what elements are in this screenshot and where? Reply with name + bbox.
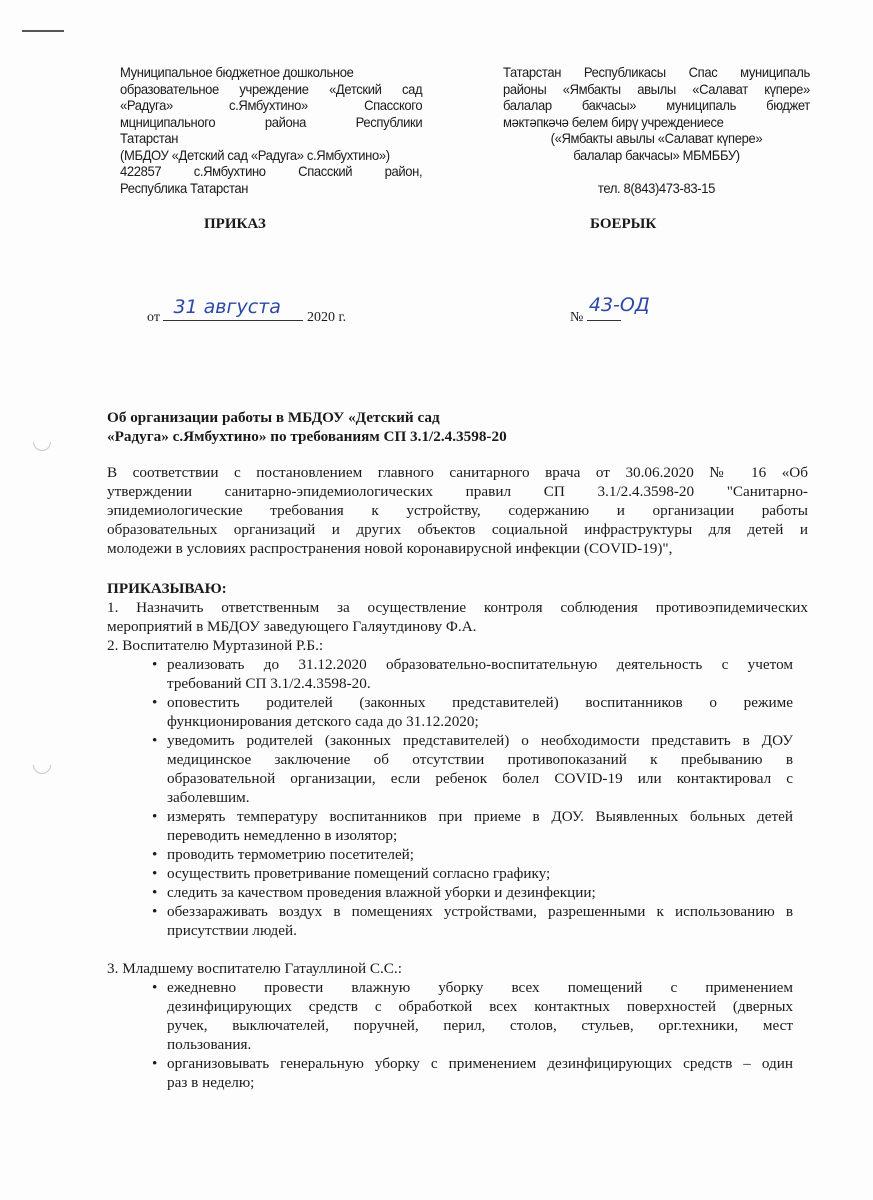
list-item [152, 807, 793, 845]
list-item [152, 1054, 793, 1092]
text-line: • проводить термометрию посетителей; [167, 846, 415, 863]
text-line: Муниципальное бюджетное дошкольное [120, 64, 354, 80]
text-line: Республика Татарстан [120, 179, 249, 196]
header-right [503, 64, 810, 163]
text-line: 3. Младшему воспитателю Гатауллиной С.С.: [107, 960, 402, 977]
order-date: от 31 августа 2020 г. [147, 296, 347, 325]
text-line: («Ямбакты авылы «Салават күпере» [550, 130, 763, 146]
scan-edge-mark [22, 30, 64, 32]
list-item [152, 883, 793, 902]
text-line: образовательное учреждение «Детский сад [120, 80, 423, 97]
text-line: балалар бакчасы» МБМББУ) [573, 146, 740, 163]
text-line: • реализовать до 31.12.2020 образовательно-воспитательную деятельность с учетом [167, 656, 793, 673]
text-line: • уведомить родителей (законных представителей) о необходимости представить в ДОУ [167, 732, 793, 749]
title-ru: ПРИКАЗ [204, 216, 266, 232]
handwritten-number: 43-ОД [588, 294, 650, 316]
subject: Об организации работы в МБДОУ «Детский сад «Радуга» с.Ямбухтино» по требованиям СП 3.1/2.4.3598-20 [107, 409, 507, 445]
text-line: присутствии людей. [167, 922, 297, 939]
order-number: № 43-ОД [570, 294, 650, 325]
preamble [107, 463, 808, 558]
text-line: функционирования детского сада до 31.12.2020; [167, 713, 479, 730]
order-word: ПРИКАЗЫВАЮ: [107, 580, 227, 597]
list-item [152, 731, 793, 807]
text-line: требований СП 3.1/2.4.3598-20. [167, 675, 371, 692]
text-line: • следить за качеством проведения влажной уборки и дезинфекции; [167, 884, 596, 901]
text-line: медицинское заключение об отсутствии противопоказаний к пребыванию в [167, 751, 793, 768]
text-line: «Радуга» с.Ямбухтино» Спасского [120, 97, 423, 113]
text-line: эпидемиологические требования к устройству, содержанию и организации работы [107, 502, 808, 519]
text-line: • оповестить родителей (законных представителей) воспитанников о режиме [167, 694, 793, 711]
text-line: 1. Назначить ответственным за осуществление контроля соблюдения противоэпидемических [107, 599, 808, 616]
text-line: • ежедневно провести влажную уборку всех помещений с применением [167, 979, 793, 996]
text-line: Татарстан [120, 130, 179, 146]
text-line: дезинфицирующих средств с обработкой всех контактных поверхностей (дверных [167, 998, 793, 1015]
text-line: переводить немедленно в изолятор; [167, 827, 398, 844]
text-line: В соответствии с постановлением главного санитарного врача от 30.06.2020 № 16 «Об [107, 464, 808, 481]
text-line: ручек, выключателей, поручней, перил, столов, стульев, орг.техники, мест [167, 1017, 793, 1034]
text-line: (МБДОУ «Детский сад «Радуга» с.Ямбухтино») [120, 146, 390, 163]
punch-hole-mark [33, 442, 51, 451]
list-item [152, 902, 793, 940]
text-line: образовательной организации, если ребенок болел COVID-19 или контактировал с [167, 770, 793, 787]
text-line: мероприятий в МБДОУ заведующего Галяутдинову Ф.А. [107, 618, 477, 635]
list-item [152, 845, 793, 864]
text-line: • обеззараживать воздух в помещениях устройствами, разрешенными к использованию в [167, 903, 793, 920]
text-line: 2. Воспитателю Муртазиной Р.Б.: [107, 637, 324, 654]
text-line: раз в неделю; [167, 1074, 255, 1091]
text-line: заболевшим. [167, 789, 250, 806]
text-line: Татарстан Республикасы Спас муниципаль [503, 64, 810, 80]
text-line: образовательных организаций и других объектов социальной инфраструктуры для детей и [107, 521, 808, 538]
text-line: 422857 с.Ямбухтино Спасский район, [120, 163, 423, 179]
punch-hole-mark [33, 765, 51, 774]
title-tt: БОЕРЫК [590, 216, 657, 232]
text-line: молодежи в условиях распространения новой коронавирусной инфекции (COVID-19)", [107, 540, 673, 557]
text-line: • осуществить проветривание помещений согласно графику; [167, 865, 551, 882]
list-item [152, 655, 793, 693]
list-item [152, 978, 793, 1054]
text-line: утверждении санитарно-эпидемиологических правил СП 3.1/2.4.3598-20 "Санитарно- [107, 483, 808, 500]
text-line: районы «Ямбакты авылы «Салават күпере» [503, 80, 810, 97]
list-item [152, 864, 793, 883]
handwritten-date: 31 августа [173, 296, 281, 318]
header-left [120, 64, 422, 196]
text-line: • измерять температуру воспитанников при приеме в ДОУ. Выявленных больных детей [167, 808, 793, 825]
phone: тел. 8(843)473-83-15 [597, 180, 715, 196]
text-line: мцниципального района Республики [120, 113, 423, 130]
text-line: мәктәпкәчә белем бирү учреждениесе [503, 113, 724, 130]
list-item [152, 693, 793, 731]
text-line: пользования. [167, 1036, 252, 1053]
text-line: балалар бакчасы» муниципаль бюджет [503, 97, 810, 113]
text-line: • организовывать генеральную уборку с применением дезинфицирующих средств – один [167, 1055, 793, 1072]
order-body [107, 598, 808, 1092]
